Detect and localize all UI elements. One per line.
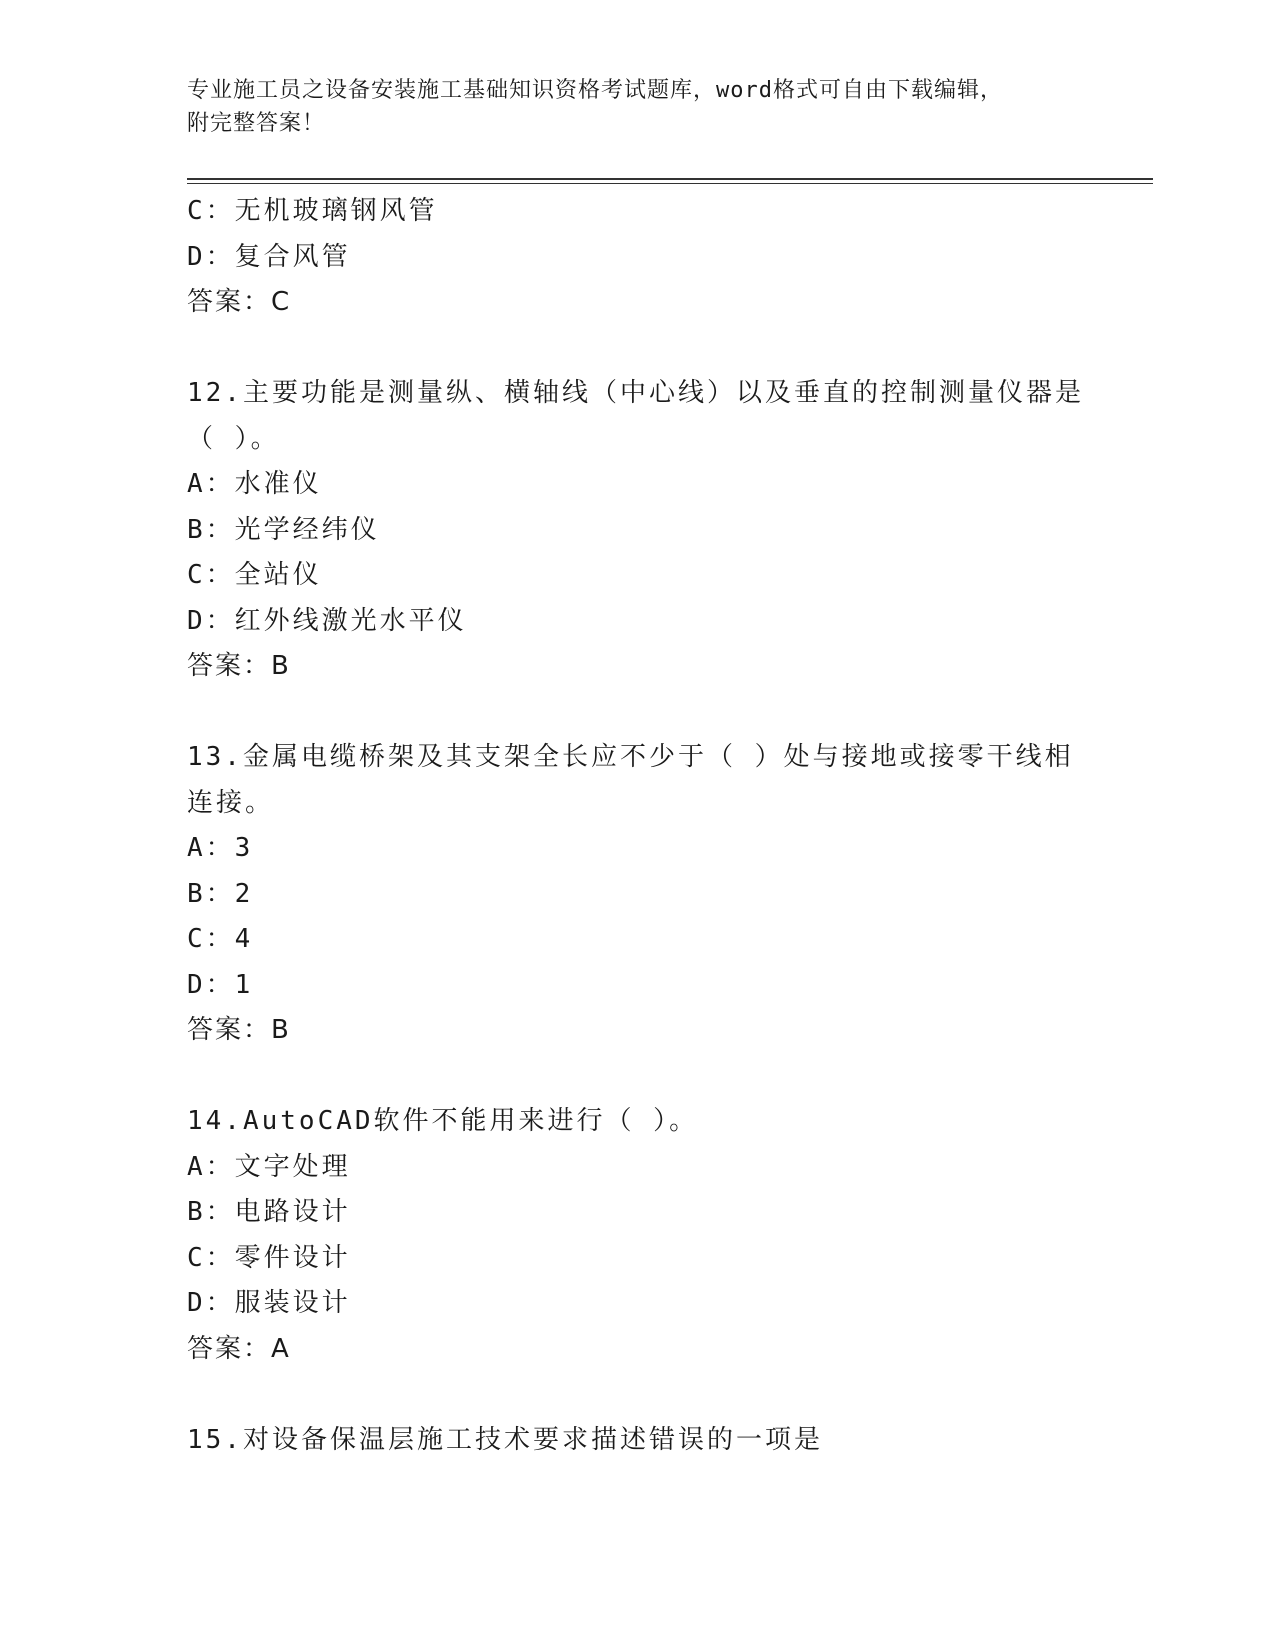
answer-line: 答案：B [187,651,291,681]
question-text: 14.AutoCAD软件不能用来进行（ ）。 [187,1106,699,1136]
header-line-1: 专业施工员之设备安装施工基础知识资格考试题库，word格式可自由下载编辑， [187,78,1003,103]
question-text: 12.主要功能是测量纵、横轴线（中心线）以及垂直的控制测量仪器是 [187,378,1084,408]
question-text-continued: 连接。 [187,787,275,818]
option-b: B：2 [187,878,254,909]
option-d: D：1 [187,969,254,1000]
question-11 [187,189,1087,326]
option-d: D：复合风管 [187,241,351,272]
header-divider-thick [187,178,1153,180]
question-text: 15.对设备保温层施工技术要求描述错误的一项是 [187,1424,823,1455]
question-13 [187,735,1087,1054]
option-a: A：文字处理 [187,1151,351,1182]
option-c: C：4 [187,924,254,954]
option-a: A：水准仪 [187,469,322,499]
answer-line: 答案：B [187,1015,291,1045]
option-c: C：全站仪 [187,560,322,590]
option-b: B：电路设计 [187,1197,351,1227]
answer-line: 答案：C [187,287,292,317]
question-list [187,189,1087,1463]
option-d: D：红外线激光水平仪 [187,605,467,636]
option-c: C：零件设计 [187,1242,351,1273]
option-a: A：3 [187,833,254,863]
option-d: D：服装设计 [187,1288,351,1318]
question-12 [187,371,1087,690]
header-divider-thin [187,183,1153,184]
option-c: C：无机玻璃钢风管 [187,196,438,226]
question-15 [187,1418,1087,1464]
document-header [187,74,1087,140]
question-14 [187,1099,1087,1372]
answer-line: 答案：A [187,1333,291,1364]
question-text-continued: （ ）。 [187,423,280,454]
question-text: 13.金属电缆桥架及其支架全长应不少于（ ）处与接地或接零干线相 [187,742,1074,772]
header-line-2: 附完整答案！ [187,111,326,136]
option-b: B：光学经纬仪 [187,514,380,545]
